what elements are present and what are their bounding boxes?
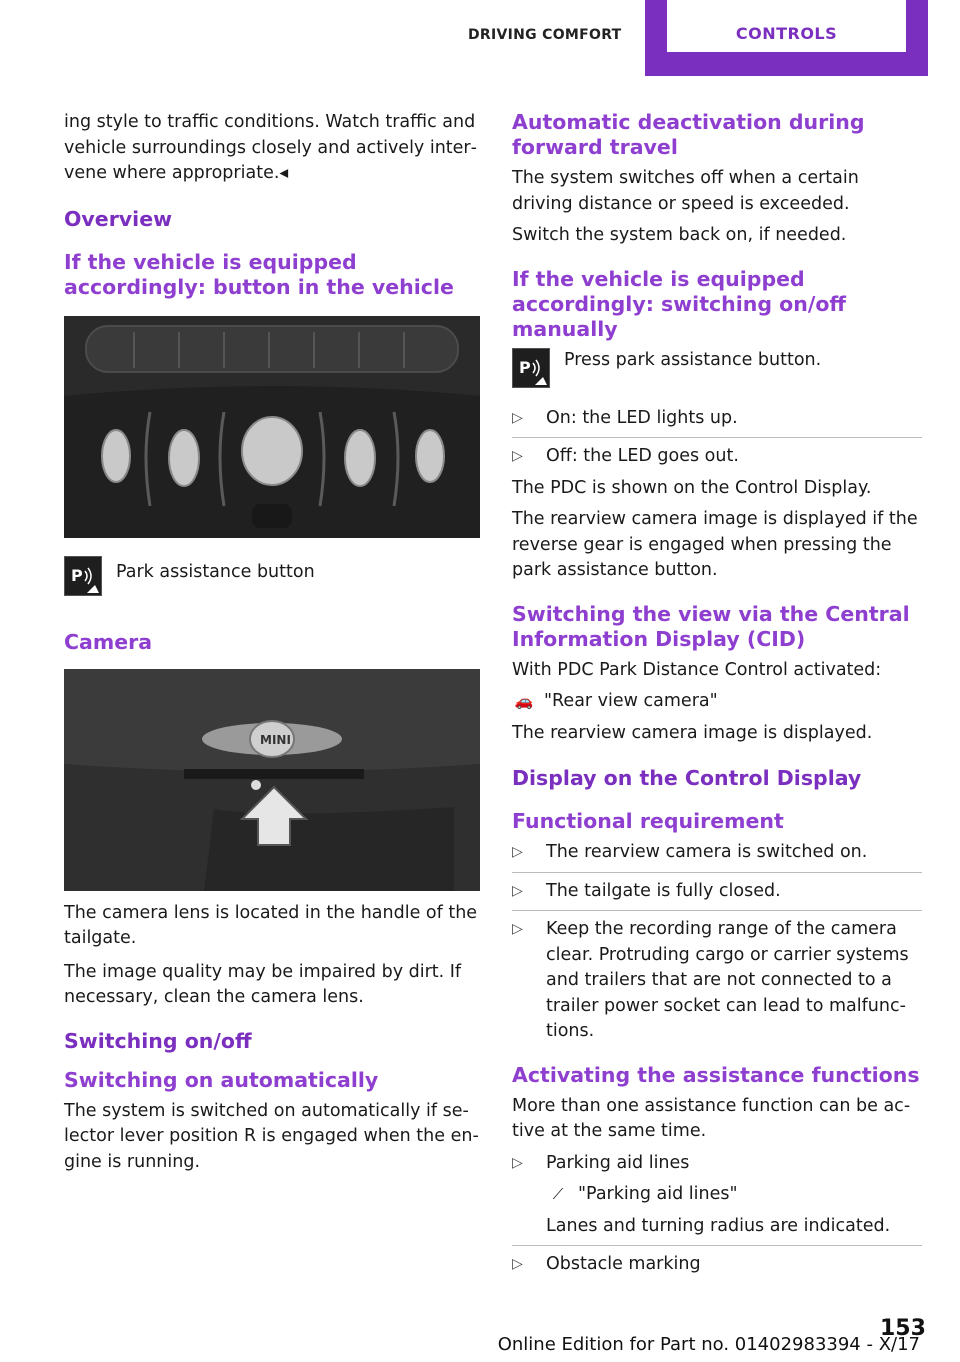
switch-back-text: Switch the system back on, if needed. bbox=[512, 225, 847, 245]
lanes-text: Lanes and turning radius are indicated. bbox=[546, 1215, 891, 1236]
parking-aid-label: ▷ Parking aid lines bbox=[546, 1152, 690, 1173]
list-item: ▷ On: the LED lights up. bbox=[512, 406, 922, 432]
left-column bbox=[64, 110, 482, 1181]
control-buttons-illustration bbox=[64, 316, 480, 538]
page-number: 153 bbox=[880, 1316, 926, 1341]
camera-location-illustration bbox=[64, 669, 480, 891]
requirements-list bbox=[512, 840, 922, 1045]
parking-lines-icon: ⟋ bbox=[552, 1185, 564, 1203]
list-item: ▷ The tailgate is fully closed. bbox=[512, 879, 922, 905]
functional-requirement-heading: Functional requirement bbox=[512, 809, 784, 833]
intro-text: ing style to traffic conditions. Watch traffic and vehicle surroundings closely and actively intervene where appropriate.◂ bbox=[64, 112, 477, 183]
auto-on-heading: Switching on automatically bbox=[64, 1067, 379, 1092]
rear-view-menu-label: "Rear view camera" bbox=[544, 691, 718, 711]
list-item: ▷ Obstacle marking bbox=[512, 1252, 922, 1278]
park-assistance-icon bbox=[64, 556, 102, 596]
camera-location-photo bbox=[64, 669, 480, 891]
cid-text: With PDC Park Distance Control activated: bbox=[512, 659, 882, 680]
park-assistance-label: Park assistance button bbox=[116, 561, 315, 582]
right-column bbox=[512, 110, 922, 1284]
svg-text:MINI: MINI bbox=[260, 732, 291, 747]
svg-text:P: P bbox=[519, 357, 531, 377]
press-button-row bbox=[512, 348, 922, 388]
park-assistance-icon bbox=[512, 348, 550, 388]
equipped-heading: If the vehicle is equipped accordingly: button in the vehicle bbox=[64, 249, 454, 299]
cid-heading: Switching the view via the Central Information Display (CID) bbox=[512, 601, 910, 651]
camera-lens-text: The camera lens is located in the handle of the tailgate. bbox=[64, 902, 478, 948]
header-tab-label: CONTROLS bbox=[735, 24, 838, 43]
deactivation-heading: Automatic deactivation during forward travel bbox=[512, 110, 865, 159]
display-heading: Display on the Control Display bbox=[512, 766, 862, 790]
assistance-functions-list bbox=[512, 1151, 922, 1278]
control-buttons-photo bbox=[64, 316, 480, 538]
edition-text: Online Edition for Part no. 01402983394 - X/17 bbox=[497, 1334, 920, 1355]
list-item: ▷ The rearview camera is switched on. bbox=[512, 840, 922, 866]
list-item bbox=[512, 1151, 922, 1240]
displayed-text: The rearview camera image is displayed. bbox=[512, 722, 873, 743]
header-tab bbox=[645, 0, 928, 76]
divider bbox=[512, 872, 922, 873]
parking-aid-menu-label: "Parking aid lines" bbox=[578, 1184, 738, 1204]
pdc-text: The PDC is shown on the Control Display. bbox=[512, 477, 872, 498]
overview-heading: Overview bbox=[64, 206, 173, 231]
divider bbox=[512, 910, 922, 911]
activating-text: More than one assistance function can be active at the same time. bbox=[512, 1095, 911, 1141]
divider bbox=[512, 437, 922, 438]
rear-view-menu-row bbox=[512, 689, 922, 715]
on-off-list bbox=[512, 406, 922, 470]
camera-dirt-text: The image quality may be impaired by dirt. If necessary, clean the camera lens. bbox=[64, 961, 462, 1007]
car-camera-icon: 🚗 bbox=[514, 692, 534, 710]
divider bbox=[512, 1245, 922, 1246]
header-tab-inner bbox=[667, 0, 906, 52]
switching-heading: Switching on/off bbox=[64, 1028, 252, 1053]
press-button-text: Press park assistance button. bbox=[564, 349, 822, 370]
header-section-title: DRIVING COMFORT bbox=[468, 27, 622, 43]
deactivation-text: The system switches off when a certain driving distance or speed is exceeded. bbox=[512, 168, 859, 214]
camera-heading: Camera bbox=[64, 629, 153, 654]
list-item: ▷ Off: the LED goes out. bbox=[512, 444, 922, 470]
list-item: ▷ Keep the recording range of the camera clear. Protruding cargo or carrier systems and trailers that are not connected to a trailer power socket can lead to malfunctions. bbox=[512, 917, 922, 1045]
auto-on-text: The system is switched on automatically if selector lever position R is engaged when the engine is running. bbox=[64, 1100, 479, 1172]
park-assist-row bbox=[64, 556, 482, 596]
rearview-text: The rearview camera image is displayed if the reverse gear is engaged when pressing the park assistance button. bbox=[512, 509, 918, 580]
svg-text:P: P bbox=[71, 565, 83, 585]
manual-heading: If the vehicle is equipped accordingly: switching on/off manually bbox=[512, 266, 847, 341]
activating-heading: Activating the assistance functions bbox=[512, 1062, 920, 1087]
parking-aid-menu-row bbox=[546, 1182, 922, 1208]
